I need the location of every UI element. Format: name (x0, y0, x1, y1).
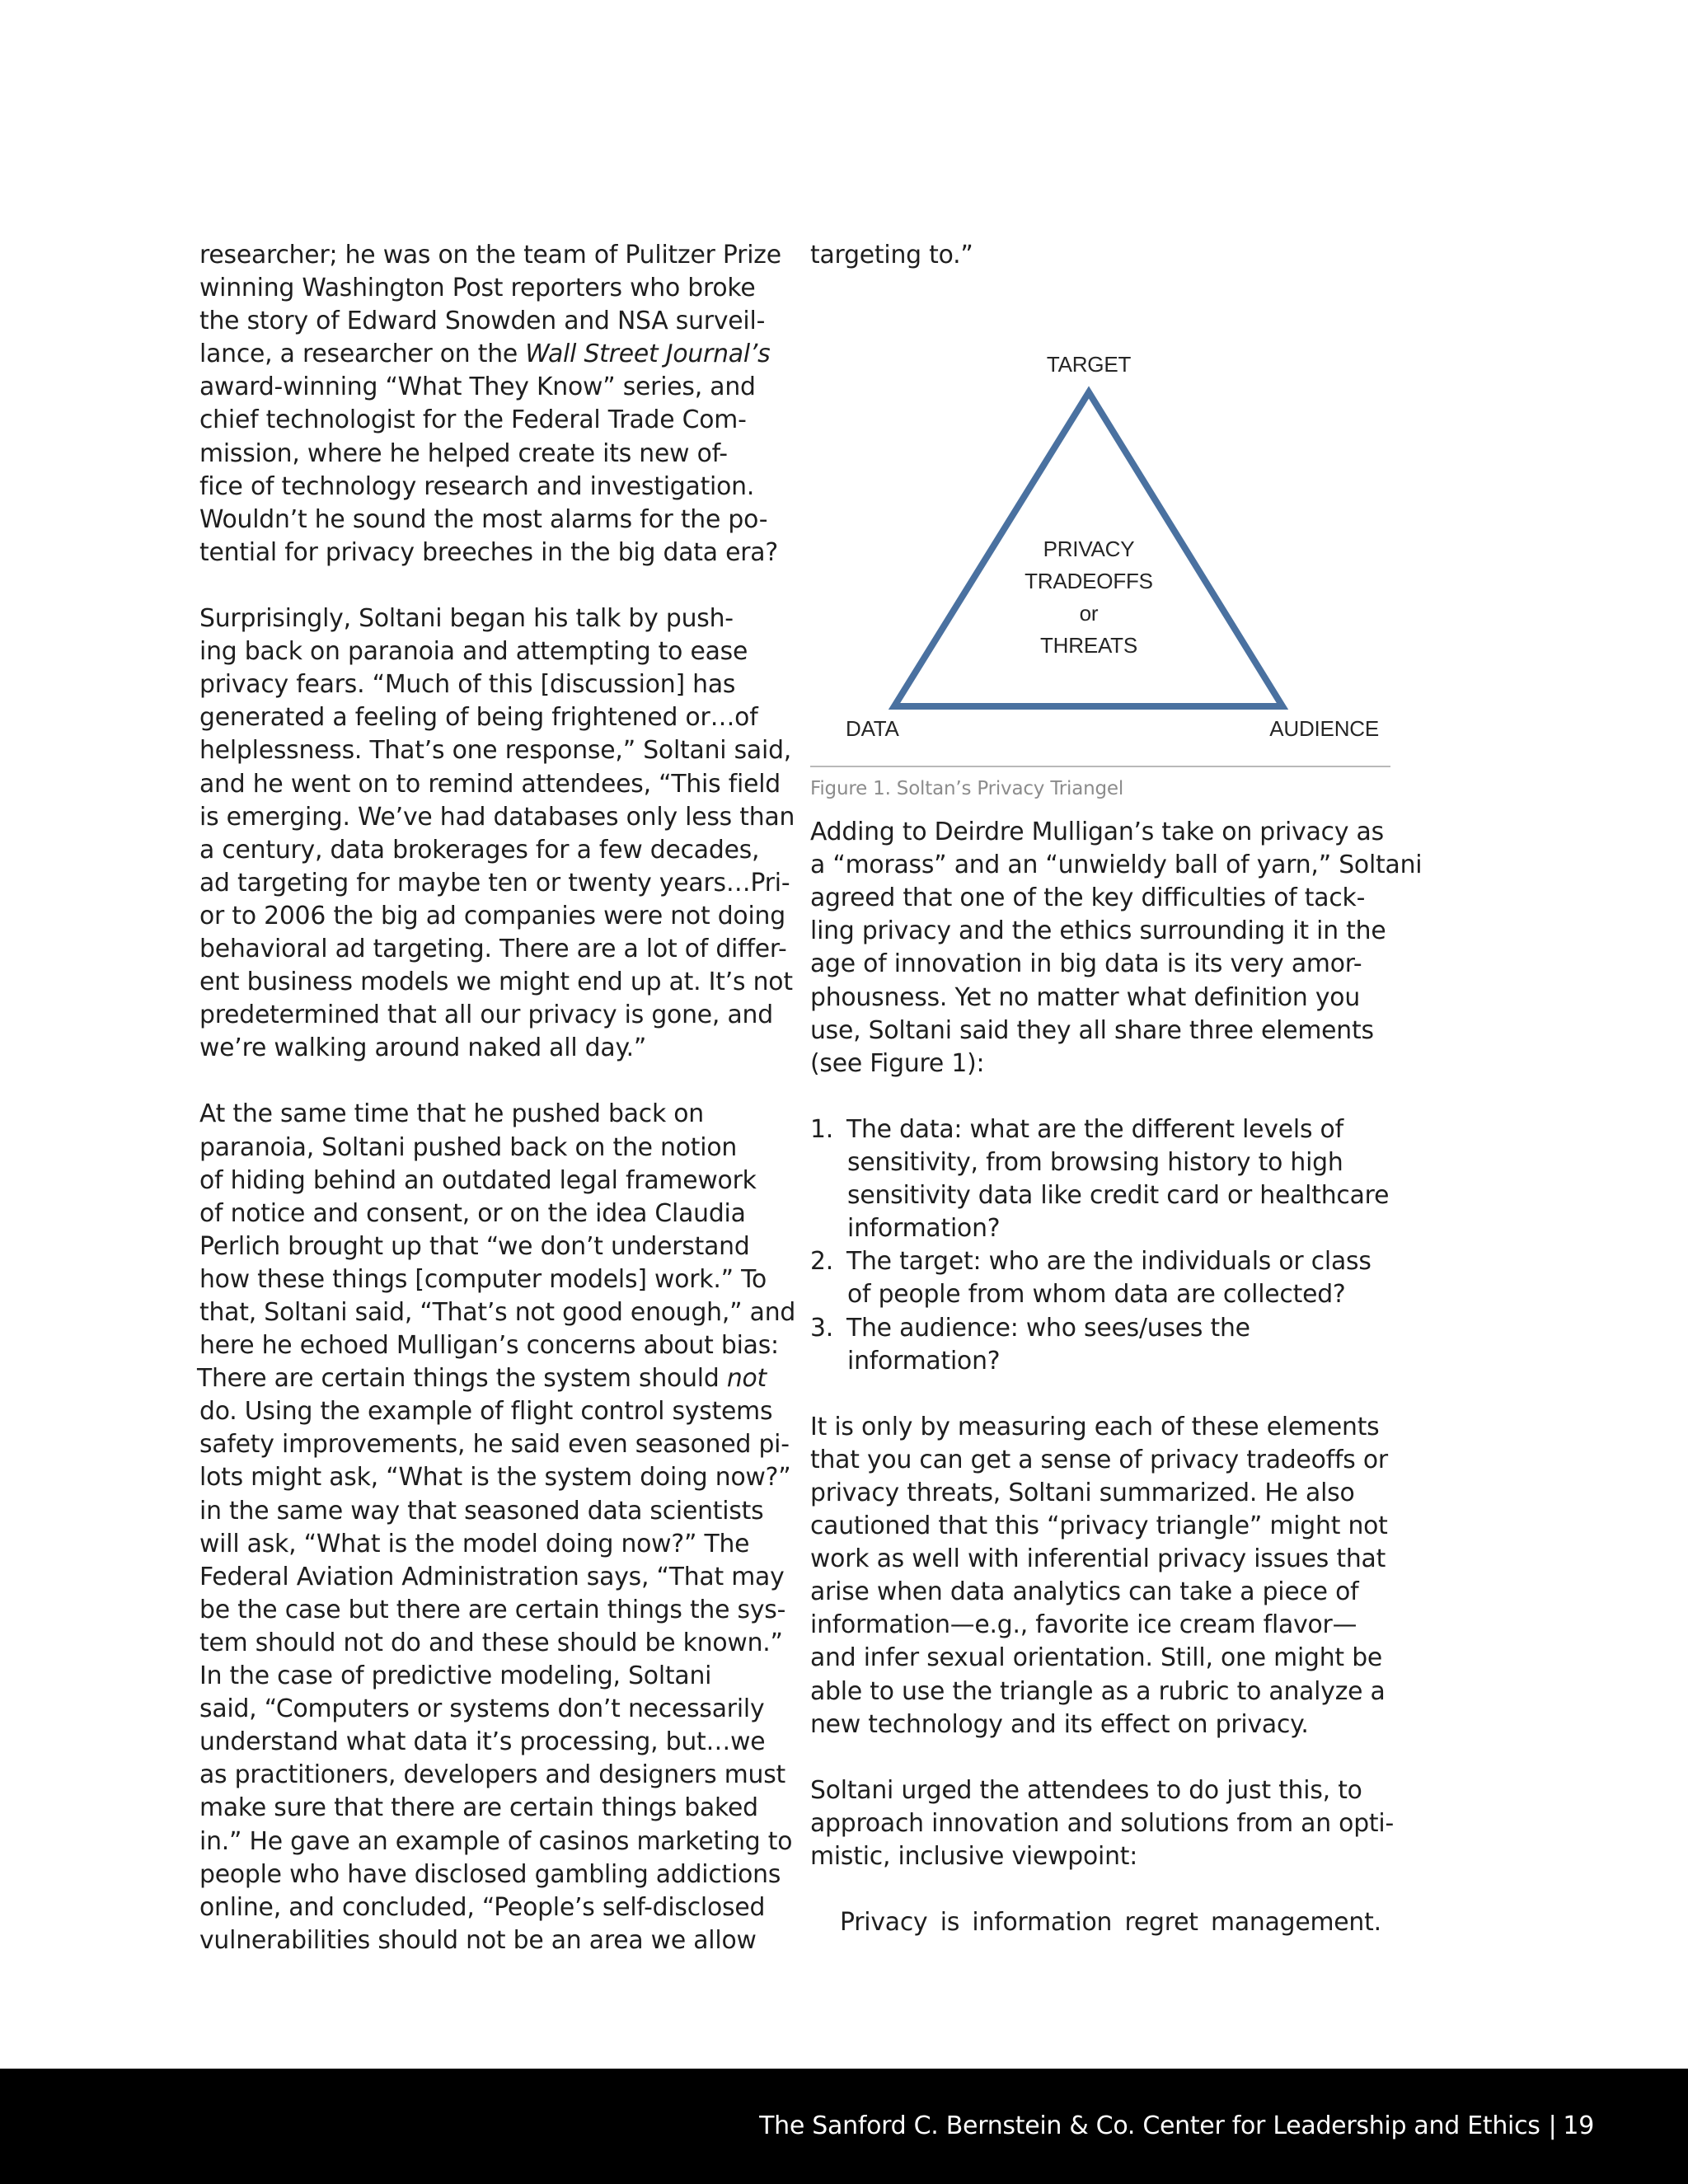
text-line: targeting to.” (810, 241, 973, 269)
list-text: The target: who are the individuals or class (846, 1247, 1372, 1277)
list-number: 1. (810, 1114, 834, 1144)
text-line: in.” He gave an example of casinos marketing to (199, 1826, 793, 1856)
center-line: TRADEOFFS (1025, 569, 1153, 594)
text-line: winning Washington Post reporters who broke (199, 274, 756, 303)
list-text: The audience: who sees/uses the (846, 1313, 1250, 1343)
page-number: 19 (1563, 2111, 1594, 2140)
list-number: 2. (810, 1247, 834, 1277)
text-line: ling privacy and the ethics surrounding it in the (810, 916, 1386, 946)
text-line: It is only by measuring each of these elements (810, 1412, 1380, 1441)
paragraph-gap (199, 1065, 793, 1098)
text-line: work as well with inferential privacy issues that (810, 1544, 1386, 1574)
list-number: 3. (810, 1313, 834, 1343)
text-line: award-winning “What They Know” series, and (199, 373, 756, 402)
text-line: Federal Aviation Administration says, “That may (199, 1562, 785, 1591)
text-line: Wouldn’t he sound the most alarms for the po- (199, 504, 768, 534)
block-quote: Privacy is information regret management. (840, 1908, 1381, 1938)
text-line: said, “Computers or systems don’t necessarily (199, 1694, 765, 1724)
list-item (810, 1113, 1404, 1245)
text-line: use, Soltani said they all share three elements (810, 1015, 1374, 1045)
text-line: understand what data it’s processing, but…we (199, 1727, 766, 1757)
text-line: able to use the triangle as a rubric to analyze a (810, 1676, 1386, 1706)
text-line: In the case of predictive modeling, Soltani (199, 1661, 712, 1691)
numbered-list (810, 1113, 1404, 1378)
caption-divider (810, 766, 1390, 767)
page-footer (0, 2069, 1688, 2184)
text-line: tential for privacy breeches in the big data era? (199, 537, 778, 567)
text-line: paranoia, Soltani pushed back on the notion (199, 1132, 738, 1162)
text-line: approach innovation and solutions from an opti- (810, 1808, 1395, 1838)
list-text: The data: what are the different levels of (846, 1114, 1343, 1144)
paragraph-gap (810, 1378, 1404, 1411)
text-line: Surprisingly, Soltani began his talk by push- (199, 604, 734, 634)
text-line: and infer sexual orientation. Still, one might be (810, 1643, 1383, 1673)
center-line: or (1079, 601, 1099, 626)
center-line: PRIVACY (1043, 537, 1135, 562)
label-target: TARGET (1046, 352, 1132, 377)
text-line: ad targeting for maybe ten or twenty years…Pri- (199, 868, 790, 898)
text-line: ing back on paranoia and attempting to ease (199, 637, 748, 667)
text-line: arise when data analytics can take a piece of (810, 1577, 1359, 1607)
text-line: is emerging. We’ve had databases only less than (199, 802, 795, 832)
text-line: information—e.g., favorite ice cream flavor— (810, 1610, 1357, 1640)
text-line: phousness. Yet no matter what definition you (810, 982, 1361, 1012)
text-line: new technology and its effect on privacy. (810, 1709, 1309, 1739)
text-line: online, and concluded, “People’s self-disclosed (199, 1892, 766, 1922)
text-run: lance, a researcher on the (199, 340, 526, 369)
text-line: age of innovation in big data is its very amor- (810, 949, 1362, 979)
text-line: that, Soltani said, “That’s not good enough,” and (199, 1298, 796, 1327)
text-line: make sure that there are certain things baked (199, 1793, 758, 1823)
text-line: safety improvements, he said even seasoned pi- (199, 1430, 790, 1460)
text-run: There are certain things the system should (197, 1364, 727, 1394)
label-audience: AUDIENCE (1269, 716, 1379, 742)
list-item-line: of people from whom data are collected? (847, 1280, 1346, 1310)
text-line: of hiding behind an outdated legal framework (199, 1165, 757, 1195)
text-line: Adding to Deirdre Mulligan’s take on privacy as (810, 818, 1384, 847)
text-line: helplessness. That’s one response,” Soltani said, (199, 736, 792, 766)
text-line: agreed that one of the key difficulties of tack- (810, 883, 1366, 913)
emphasis-text: not (726, 1364, 767, 1394)
text-line: ent business models we might end up at. It’s not (199, 968, 793, 997)
text-line: as practitioners, developers and designers must (199, 1760, 786, 1790)
text-line: mistic, inclusive viewpoint: (810, 1842, 1138, 1871)
footer-separator: | (1548, 2111, 1557, 2140)
privacy-triangle-figure (810, 272, 1404, 800)
text-line (197, 1362, 793, 1395)
center-line: THREATS (1039, 633, 1138, 658)
privacy-triangle-diagram (810, 272, 1404, 766)
list-item-line: sensitivity data like credit card or healthcare (847, 1181, 1390, 1211)
text-line: be the case but there are certain things the sys- (199, 1595, 786, 1624)
text-line: privacy fears. “Much of this [discussion] has (199, 670, 736, 700)
text-line: do. Using the example of flight control systems (199, 1397, 773, 1427)
text-line: behavioral ad targeting. There are a lot of differ- (199, 934, 787, 963)
text-line: privacy threats, Soltani summarized. He also (810, 1478, 1355, 1507)
text-line: tem should not do and these should be known.” (199, 1628, 783, 1657)
text-line: (see Figure 1): (810, 1048, 985, 1078)
text-line: or to 2006 the big ad companies were not doing (199, 901, 785, 930)
list-item-line: sensitivity, from browsing history to high (847, 1148, 1343, 1178)
label-data: DATA (846, 716, 899, 742)
text-line: of notice and consent, or on the idea Claudia (199, 1198, 746, 1228)
text-line: we’re walking around naked all day.” (199, 1033, 647, 1063)
text-line: and he went on to remind attendees, “This field (199, 769, 781, 799)
figure-caption: Figure 1. Soltan’s Privacy Triangel (810, 778, 1124, 800)
right-column (810, 239, 1423, 1939)
text-line: mission, where he helped create its new of- (199, 438, 728, 468)
paragraph (197, 1098, 796, 1957)
text-line: chief technologist for the Federal Trade Com- (199, 405, 747, 435)
text-line: researcher; he was on the team of Pulitzer Prize (199, 241, 781, 269)
paragraph (199, 239, 793, 569)
publication-title: Wall Street Journal’s (525, 340, 771, 369)
list-item (810, 1245, 1404, 1311)
text-line: a century, data brokerages for a few decades, (199, 835, 760, 865)
list-item-line (810, 1245, 1404, 1278)
text-line: here he echoed Mulligan’s concerns about bias: (199, 1331, 779, 1361)
text-line: how these things [computer models] work.” To (199, 1264, 767, 1294)
text-line: a “morass” and an “unwieldy ball of yarn,” Soltani (810, 851, 1423, 880)
footer-title: The Sanford C. Bernstein & Co. Center for Leadership and Ethics (759, 2111, 1540, 2140)
text-line: fice of technology research and investigation. (199, 471, 755, 501)
list-item-line: information? (847, 1214, 1001, 1244)
text-line (199, 338, 793, 371)
text-line: that you can get a sense of privacy tradeoffs or (810, 1445, 1388, 1474)
text-line: predetermined that all our privacy is gone, and (199, 1001, 773, 1030)
paragraph (810, 816, 1423, 1080)
text-line: people who have disclosed gambling addictions (199, 1859, 781, 1889)
list-item-line (810, 1312, 1404, 1345)
list-item-line (810, 1113, 1404, 1146)
list-item-line: information? (847, 1346, 1001, 1376)
text-line: in the same way that seasoned data scientists (199, 1496, 764, 1526)
text-line: Perlich brought up that “we don’t understand (199, 1231, 750, 1261)
paragraph-gap (810, 1873, 1404, 1906)
paragraph-gap (810, 1080, 1404, 1113)
paragraph (199, 602, 793, 1065)
list-item (810, 1312, 1404, 1378)
text-line: lots might ask, “What is the system doing now?” (199, 1463, 791, 1493)
left-column (197, 239, 796, 1957)
text-line: generated a feeling of being frightened or…of (199, 703, 758, 733)
paragraph (810, 1411, 1404, 1741)
text-line: vulnerabilities should not be an area we allow (199, 1925, 757, 1955)
text-line: Soltani urged the attendees to do just this, to (810, 1775, 1362, 1805)
paragraph (810, 1774, 1404, 1873)
text-line: the story of Edward Snowden and NSA surveil- (199, 307, 766, 336)
text-line: will ask, “What is the model doing now?” The (199, 1529, 750, 1558)
paragraph-gap (199, 569, 793, 602)
paragraph-gap (810, 1741, 1404, 1774)
text-line: At the same time that he pushed back on (199, 1099, 704, 1129)
text-line: cautioned that this “privacy triangle” might not (810, 1511, 1388, 1541)
footer-text (759, 2111, 1594, 2142)
